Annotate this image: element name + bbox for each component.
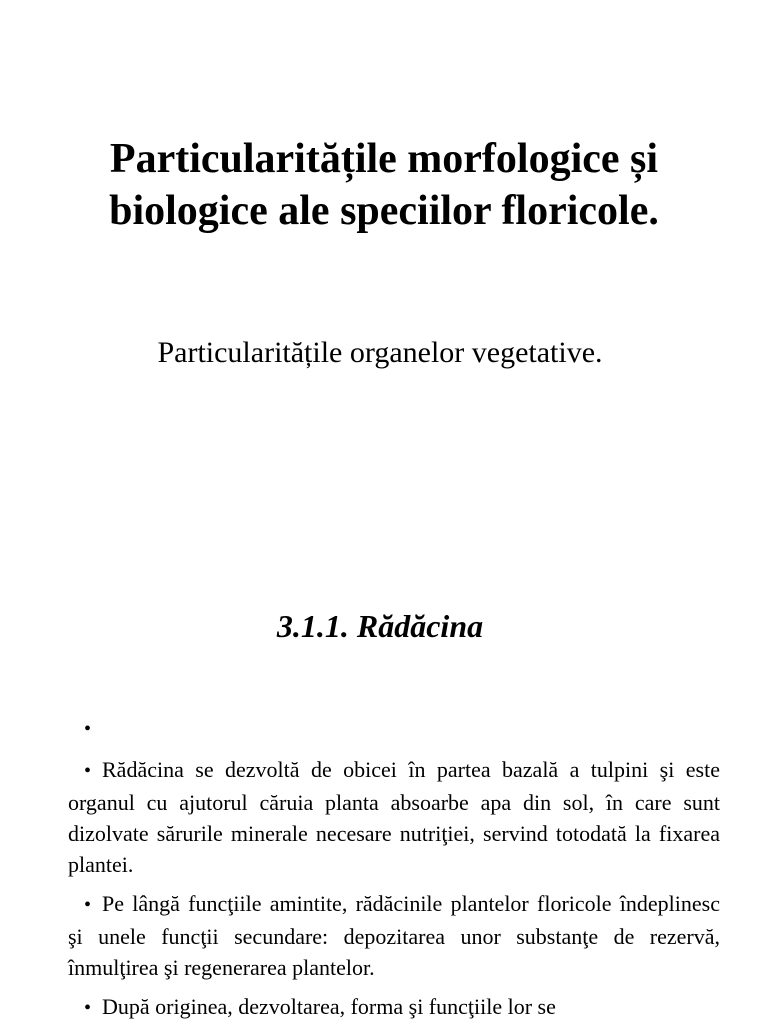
paragraph-text: Pe lângă funcţiile amintite, rădăcinile plantelor floricole îndeplinesc şi unele funcţii secundare: depozitarea unor substanţe de rezervă, înmulţirea şi regenerarea plantelor. bbox=[68, 891, 720, 980]
title-line-1: Particularitățile morfologice și bbox=[109, 136, 659, 182]
bullet-icon: • bbox=[84, 894, 92, 916]
page-title bbox=[0, 133, 768, 237]
paragraph-text: După originea, dezvoltarea, forma şi funcţiile lor se bbox=[102, 994, 556, 1019]
empty-bullet-item bbox=[68, 712, 720, 748]
subtitle: Particularitățile organelor vegetative. bbox=[157, 336, 603, 369]
bullet-icon: • bbox=[84, 997, 92, 1019]
bullet-icon: • bbox=[84, 760, 92, 782]
paragraph-3 bbox=[68, 991, 720, 1024]
body-text bbox=[68, 712, 720, 1032]
title-line-2: biologice ale speciilor floricole. bbox=[109, 188, 659, 234]
paragraph-1 bbox=[68, 754, 720, 880]
section-heading: 3.1.1. Rădăcina bbox=[276, 608, 484, 644]
paragraph-text: Rădăcina se dezvoltă de obicei în partea bazală a tulpini şi este organul cu ajutorul căruia planta absoarbe apa din sol, în care sunt dizolvate sărurile minerale necesare nutriţiei, servind totodată la fixarea plantei. bbox=[68, 757, 720, 877]
paragraph-2 bbox=[68, 888, 720, 983]
bullet-icon: • bbox=[84, 718, 92, 740]
